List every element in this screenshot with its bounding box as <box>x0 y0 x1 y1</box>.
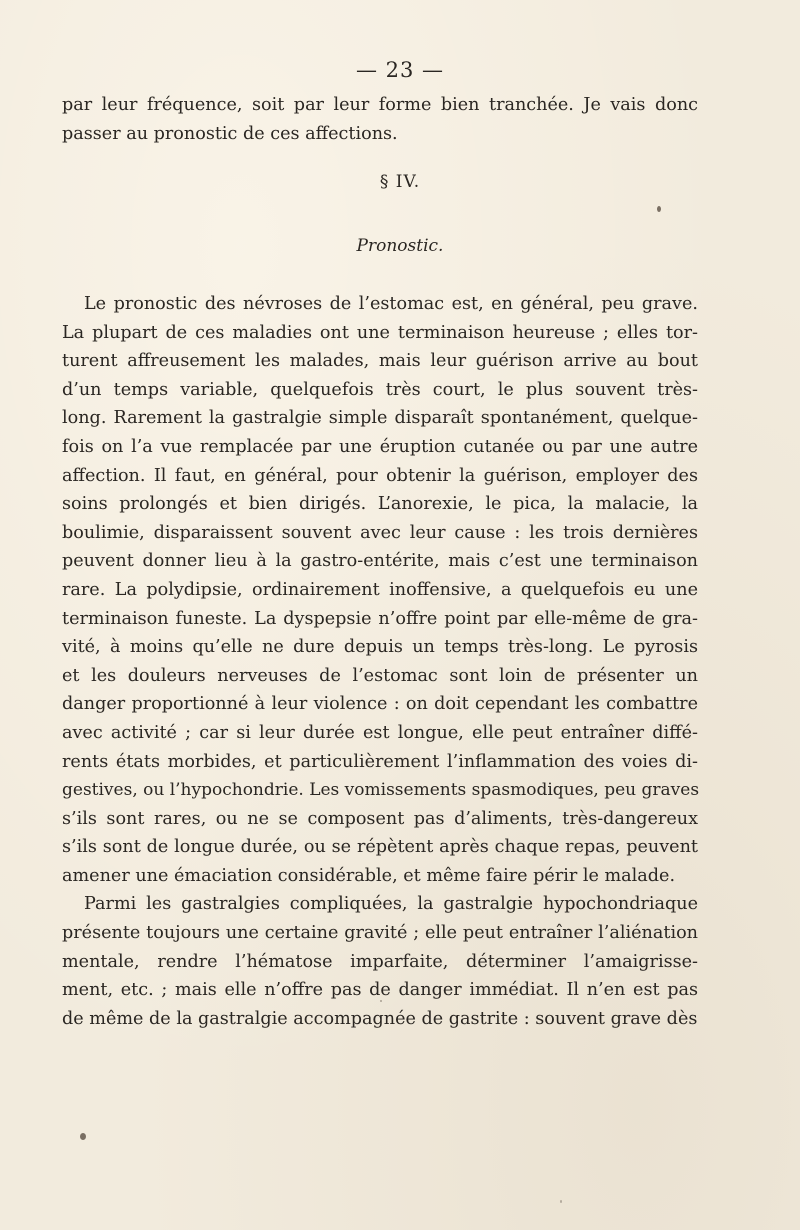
intro-line: par leur fréquence, soit par leur forme bien tranchée. Je vais donc <box>62 95 698 115</box>
body-line: danger proportionné à leur violence : on doit cependant les combattre <box>62 694 698 715</box>
body-line: terminaison funeste. La dyspepsie n’offre point par elle-même de gra- <box>62 608 698 629</box>
body-line: amener une émaciation considérable, et même faire périr le malade. <box>62 865 676 886</box>
section-title: Pronostic. <box>356 236 444 256</box>
body-line: turent affreusement les malades, mais leur guérison arrive au bout <box>62 351 698 372</box>
body-line: Le pronostic des névroses de l’estomac est, en général, peu grave. <box>84 294 698 314</box>
intro-line: passer au pronostic de ces affections. <box>62 123 398 144</box>
body-line: La plupart de ces maladies ont une terminaison heureuse ; elles tor- <box>62 322 698 343</box>
body-line: affection. Il faut, en général, pour obtenir la guérison, employer des <box>62 465 698 486</box>
ink-speck <box>80 1133 86 1140</box>
body-line: présente toujours une certaine gravité ; elle peut entraîner l’aliénation <box>62 923 698 944</box>
body-line: soins prolongés et bien dirigés. L’anorexie, le pica, la malacie, la <box>62 494 698 515</box>
body-line: fois on l’a vue remplacée par une éruption cutanée ou par une autre <box>62 436 698 457</box>
intro-paragraph <box>62 91 698 148</box>
ink-speck <box>380 1000 382 1002</box>
body-line: de même de la gastralgie accompagnée de gastrite : souvent grave dès <box>62 1008 698 1029</box>
page-number: — 23 — <box>355 58 445 82</box>
body-line: rents états morbides, et particulièrement l’inflammation des voies di- <box>62 751 698 772</box>
body-line: peuvent donner lieu à la gastro-entérite, mais c’est une terminaison <box>62 551 698 572</box>
body-line: rare. La polydipsie, ordinairement inoffensive, a quelquefois eu une <box>62 579 698 600</box>
body-line: gestives, ou l’hypochondrie. Les vomissements spasmodiques, peu graves <box>62 780 700 801</box>
body-line: long. Rarement la gastralgie simple disparaît spontanément, quelque- <box>62 408 698 429</box>
body-line: avec activité ; car si leur durée est longue, elle peut entraîner diffé- <box>62 722 698 743</box>
body-line: boulimie, disparaissent souvent avec leur cause : les trois dernières <box>62 522 698 543</box>
ink-speck <box>560 1200 562 1203</box>
body-line: mentale, rendre l’hématose imparfaite, déterminer l’amaigrisse- <box>62 951 698 972</box>
body-line: Parmi les gastralgies compliquées, la gastralgie hypochondriaque <box>84 894 698 915</box>
body-line: et les douleurs nerveuses de l’estomac sont loin de présenter un <box>62 665 698 686</box>
body-text <box>62 290 698 1033</box>
body-line: d’un temps variable, quelquefois très court, le plus souvent très- <box>62 379 698 400</box>
body-line: s’ils sont de longue durée, ou se répètent après chaque repas, peuvent <box>62 837 698 858</box>
section-heading: § IV. <box>379 172 421 192</box>
body-line: ment, etc. ; mais elle n’offre pas de danger immédiat. Il n’en est pas <box>62 980 698 1001</box>
body-line: vité, à moins qu’elle ne dure depuis un temps très-long. Le pyrosis <box>62 637 698 658</box>
body-line: s’ils sont rares, ou ne se composent pas d’aliments, très-dangereux <box>62 808 698 829</box>
ink-speck <box>657 206 661 212</box>
